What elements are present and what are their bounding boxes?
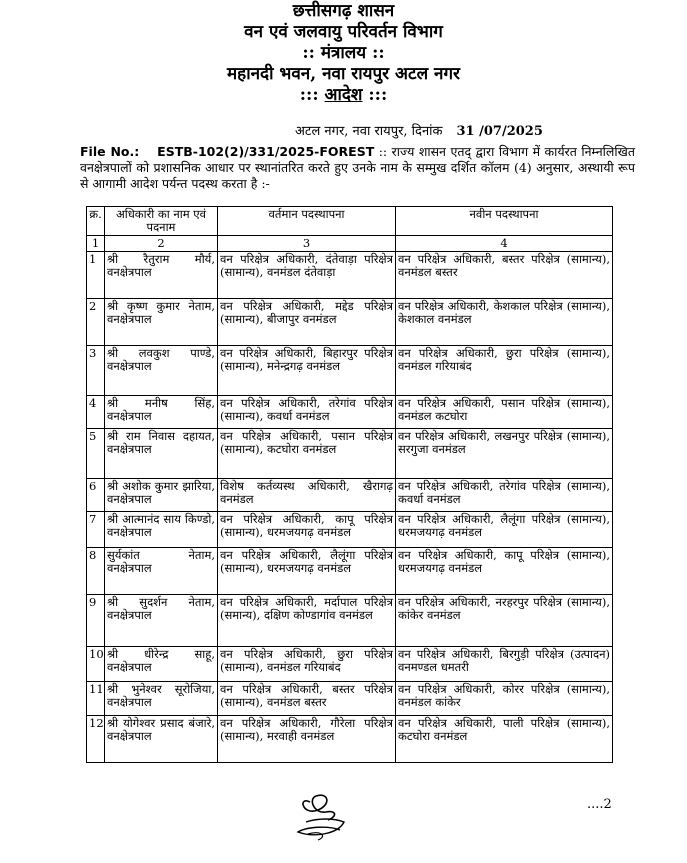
header-current-posting: वर्तमान पदस्थापना bbox=[218, 207, 396, 236]
serial-cell: 11 bbox=[87, 682, 105, 716]
header-new-posting: नवीन पदस्थापना bbox=[396, 207, 613, 236]
serial-cell: 10 bbox=[87, 647, 105, 682]
table-row bbox=[87, 595, 613, 647]
order-suffix: ::: bbox=[362, 85, 388, 105]
date-place: अटल नगर, नवा रायपुर, दिनांक bbox=[295, 124, 443, 139]
officer-cell: श्री कृष्ण कुमार नेताम, वनक्षेत्रपाल bbox=[105, 299, 218, 346]
officer-cell: श्री रैतुराम मौर्य, वनक्षेत्रपाल bbox=[105, 252, 218, 299]
current-posting-cell: वन परिक्षेत्र अधिकारी, कापू परिक्षेत्र (सामान्य), धरमजयगढ़ वनमंडल bbox=[218, 512, 396, 548]
intro-paragraph bbox=[80, 144, 635, 192]
header-department: वन एवं जलवायु परिवर्तन विभाग bbox=[244, 22, 443, 42]
serial-cell: 8 bbox=[87, 548, 105, 595]
signature-image bbox=[288, 790, 358, 845]
current-posting-cell: वन परिक्षेत्र अधिकारी, गौरेला परिक्षेत्र (सामान्य), मरवाही वनमंडल bbox=[218, 716, 396, 763]
dateline bbox=[295, 121, 543, 139]
current-posting-cell: वन परिक्षेत्र अधिकारी, बिहारपुर परिक्षेत्र (सामान्य), मनेन्द्रगढ़ वनमंडल bbox=[218, 346, 396, 396]
new-posting-cell: वन परिक्षेत्र अधिकारी, तरेगांव परिक्षेत्र (सामान्य), कवर्धा वनमंडल bbox=[396, 479, 613, 512]
current-posting-cell: विशेष कर्तव्यस्थ अधिकारी, खैरागढ़ वनमंडल bbox=[218, 479, 396, 512]
table-body bbox=[87, 252, 613, 763]
table-row bbox=[87, 548, 613, 595]
order-word: आदेश bbox=[324, 85, 363, 105]
col-number: 2 bbox=[105, 236, 218, 252]
col-number: 1 bbox=[87, 236, 105, 252]
page-continuation-marker: ....2 bbox=[587, 797, 612, 812]
table-row bbox=[87, 252, 613, 299]
serial-cell: 3 bbox=[87, 346, 105, 396]
header-serial: क्र. bbox=[87, 207, 105, 236]
serial-cell: 12 bbox=[87, 716, 105, 763]
current-posting-cell: वन परिक्षेत्र अधिकारी, दंतेवाड़ा परिक्षेत्र (सामान्य), वनमंडल दंतेवाड़ा bbox=[218, 252, 396, 299]
table-row bbox=[87, 346, 613, 396]
table-row bbox=[87, 299, 613, 346]
officer-cell: श्री भुनेश्वर सूरोजिया, वनक्षेत्रपाल bbox=[105, 682, 218, 716]
table-row bbox=[87, 396, 613, 429]
officer-cell: सुर्यकांत नेताम, वनक्षेत्रपाल bbox=[105, 548, 218, 595]
serial-cell: 5 bbox=[87, 429, 105, 479]
table-header-row bbox=[87, 207, 613, 236]
new-posting-cell: वन परिक्षेत्र अधिकारी, छुरा परिक्षेत्र (सामान्य), वनमंडल गरियाबंद bbox=[396, 346, 613, 396]
header-order-title bbox=[0, 86, 687, 105]
serial-cell: 6 bbox=[87, 479, 105, 512]
current-posting-cell: वन परिक्षेत्र अधिकारी, लैलूंगा परिक्षेत्र (सामान्य), धरमजयगढ़ वनमंडल bbox=[218, 548, 396, 595]
officer-cell: श्री मनीष सिंह, वनक्षेत्रपाल bbox=[105, 396, 218, 429]
officer-cell: श्री आत्मानंद साय किण्डो, वनक्षेत्रपाल bbox=[105, 512, 218, 548]
new-posting-cell: वन परिक्षेत्र अधिकारी, बस्तर परिक्षेत्र (सामान्य), वनमंडल बस्तर bbox=[396, 252, 613, 299]
officer-cell: श्री राम निवास दहायत, वनक्षेत्रपाल bbox=[105, 429, 218, 479]
current-posting-cell: वन परिक्षेत्र अधिकारी, मर्दापाल परिक्षेत्र (समान्य), दक्षिण कोण्डागांव वनमंडल bbox=[218, 595, 396, 647]
new-posting-cell: वन परिक्षेत्र अधिकारी, लखनपुर परिक्षेत्र (सामान्य), सरगुजा वनमंडल bbox=[396, 429, 613, 479]
new-posting-cell: वन परिक्षेत्र अधिकारी, कोरर परिक्षेत्र (सामान्य), वनमंडल कांकेर bbox=[396, 682, 613, 716]
new-posting-cell: वन परिक्षेत्र अधिकारी, नरहरपुर परिक्षेत्र (सामान्य), कांकेर वनमंडल bbox=[396, 595, 613, 647]
new-posting-cell: वन परिक्षेत्र अधिकारी, बिरगुड़ी परिक्षेत्र (उत्पादन) वनमण्डल धमतरी bbox=[396, 647, 613, 682]
order-date: 31 /07/2025 bbox=[456, 124, 543, 139]
header-officer: अधिकारी का नाम एवं पदनाम bbox=[105, 207, 218, 236]
officer-cell: श्री योगेश्वर प्रसाद बंजारे, वनक्षेत्रपाल bbox=[105, 716, 218, 763]
header-address: महानदी भवन, नवा रायपुर अटल नगर bbox=[227, 64, 460, 84]
col-number: 4 bbox=[396, 236, 613, 252]
order-prefix: ::: bbox=[299, 85, 325, 105]
new-posting-cell: वन परिक्षेत्र अधिकारी, पसान परिक्षेत्र (सामान्य), वनमंडल कटघोरा bbox=[396, 396, 613, 429]
table-row bbox=[87, 512, 613, 548]
serial-cell: 7 bbox=[87, 512, 105, 548]
current-posting-cell: वन परिक्षेत्र अधिकारी, बस्तर परिक्षेत्र (सामान्य), वनमंडल बस्तर bbox=[218, 682, 396, 716]
officer-cell: श्री लवकुश पाण्डे, वनक्षेत्रपाल bbox=[105, 346, 218, 396]
table-row bbox=[87, 682, 613, 716]
current-posting-cell: वन परिक्षेत्र अधिकारी, छुरा परिक्षेत्र (सामान्य), वनमंडल गरियाबंद bbox=[218, 647, 396, 682]
table-row bbox=[87, 429, 613, 479]
table-row bbox=[87, 716, 613, 763]
serial-cell: 2 bbox=[87, 299, 105, 346]
column-number-row bbox=[87, 236, 613, 252]
header-ministry: :: मंत्रालय :: bbox=[302, 43, 385, 63]
serial-cell: 4 bbox=[87, 396, 105, 429]
new-posting-cell: वन परिक्षेत्र अधिकारी, लैलूंगा परिक्षेत्र (सामान्य), धरमजयगढ़ वनमंडल bbox=[396, 512, 613, 548]
col-number: 3 bbox=[218, 236, 396, 252]
current-posting-cell: वन परिक्षेत्र अधिकारी, मद्देड परिक्षेत्र (सामान्य), बीजापुर वनमंडल bbox=[218, 299, 396, 346]
table-row bbox=[87, 479, 613, 512]
serial-cell: 9 bbox=[87, 595, 105, 647]
serial-cell: 1 bbox=[87, 252, 105, 299]
officer-cell: श्री सुदर्शन नेताम, वनक्षेत्रपाल bbox=[105, 595, 218, 647]
new-posting-cell: वन परिक्षेत्र अधिकारी, केशकाल परिक्षेत्र (सामान्य), केशकाल वनमंडल bbox=[396, 299, 613, 346]
file-label: File No.: bbox=[80, 144, 140, 159]
header-government: छत्तीसगढ़ शासन bbox=[292, 1, 395, 21]
intro-text: :: राज्य शासन एतद् द्वारा विभाग में कार्यरत निम्नलिखित वनक्षेत्रपालों को प्रशासनिक आधार पर स्थानांतरित करते हुए उनके नाम के सम्मुख दर्शित कॉलम (4) अनुसार, अस्थायी रूप से आगामी आदेश पर्यन्त पदस्थ करता है :- bbox=[80, 144, 635, 191]
new-posting-cell: वन परिक्षेत्र अधिकारी, पाली परिक्षेत्र (सामान्य), कटघोरा वनमंडल bbox=[396, 716, 613, 763]
officer-cell: श्री अशोक कुमार झारिया, वनक्षेत्रपाल bbox=[105, 479, 218, 512]
current-posting-cell: वन परिक्षेत्र अधिकारी, पसान परिक्षेत्र (सामान्य), कटघोरा वनमंडल bbox=[218, 429, 396, 479]
table-row bbox=[87, 647, 613, 682]
new-posting-cell: वन परिक्षेत्र अधिकारी, कापू परिक्षेत्र (सामान्य), धरमजयगढ़ वनमंडल bbox=[396, 548, 613, 595]
file-number: ESTB-102(2)/331/2025-FOREST bbox=[157, 144, 375, 159]
transfer-table bbox=[86, 206, 613, 763]
officer-cell: श्री धीरेन्द्र साहू, वनक्षेत्रपाल bbox=[105, 647, 218, 682]
current-posting-cell: वन परिक्षेत्र अधिकारी, तरेगांव परिक्षेत्र (सामान्य), कवर्धा वनमंडल bbox=[218, 396, 396, 429]
